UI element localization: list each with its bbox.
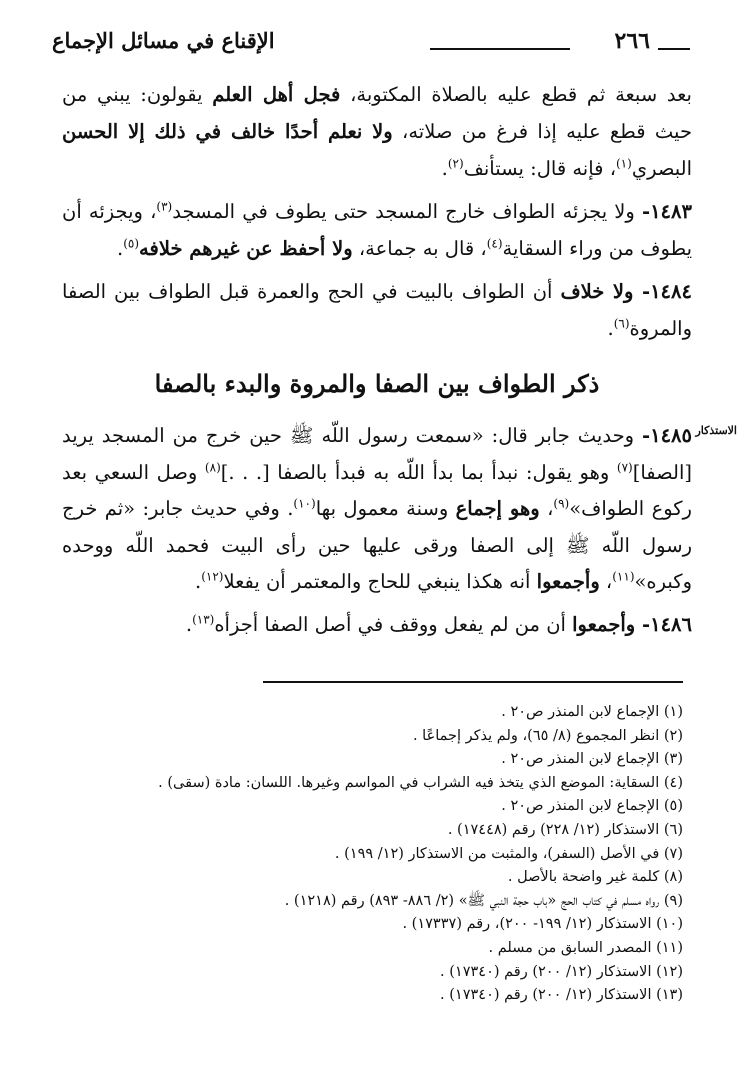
footnote-ref: (١٣) — [192, 612, 215, 626]
footnote: (١٢) الاستذكار (١٢/ ٢٠٠) رقم (١٧٣٤٠) . — [440, 963, 683, 980]
text: ، فإنه قال: يستأنف — [463, 157, 616, 180]
section-heading: ذكر الطواف بين الصفا والمروة والبدء بالصفا — [154, 369, 600, 398]
footnote: (٧) في الأصل (السفر)، والمثبت من الاستذكار (١٢/ ١٩٩) . — [334, 845, 683, 862]
paragraph — [62, 607, 692, 644]
footnote-ref: (٣) — [156, 199, 173, 214]
footnote-ref: (١٢) — [201, 569, 224, 584]
text: بعد سبعة ثم قطع عليه بالصلاة المكتوبة، — [340, 83, 692, 106]
header-rule-middle — [430, 48, 570, 50]
paragraph — [62, 273, 692, 347]
paragraph — [62, 418, 692, 601]
footnote-ref: (٥) — [123, 236, 140, 251]
text: ، — [599, 570, 613, 593]
footnote-ref: (٦) — [613, 316, 630, 331]
text: يقولون: يبني من حيث قطع عليه إذا فرغ من صلاته، — [62, 83, 692, 143]
text: أنه هكذا ينبغي للحاج والمعتمر أن يفعلا — [223, 570, 537, 593]
footnote: (٩) رواه مسلم في كتاب الحج «باب حجة النبي ﷺ» (٢/ ٨٨٦- ٨٩٣) رقم (١٢١٨) . — [284, 892, 683, 909]
footnote: (١١) المصدر السابق من مسلم . — [488, 939, 683, 956]
text: وهو يقول: نبدأ بما بدأ اللّه به فبدأ بالصفا [. . .] — [220, 460, 617, 484]
footnote-ref: (١١) — [612, 569, 635, 584]
running-title: الإقناع في مسائل الإجماع — [52, 28, 275, 53]
bold-text: ولا أحفظ عن غيرهم خلافه — [139, 237, 353, 260]
footnote: (٥) الإجماع لابن المنذر ص٢٠ . — [501, 798, 683, 815]
bold-text: وهو إجماع — [455, 497, 540, 520]
paragraph — [62, 76, 692, 187]
footnote-ref: (٨) — [204, 460, 221, 474]
text: . — [194, 570, 202, 593]
footnote-divider — [263, 681, 683, 683]
bold-text: وأجمعوا — [536, 570, 600, 593]
text: ، ويجزئه أن يطوف من وراء السقاية — [62, 200, 692, 260]
bold-text: ولا نعلم أحدًا خالف في ذلك إلا الحسن — [62, 120, 393, 143]
text: . وفي حديث جابر: «ثم خرج رسول اللّه ﷺ إلى الصفا ورقى عليها حين رأى البيت فحمد اللّه ووحده وكبره» — [62, 497, 692, 593]
footnote: (١٠) الاستذكار (١٢/ ١٩٩- ٢٠٠)، رقم (١٧٣٣٧) . — [402, 916, 683, 933]
paragraph — [62, 193, 692, 267]
page-header — [52, 28, 690, 62]
text: . — [185, 612, 193, 636]
page-number: ٢٦٦ — [614, 28, 650, 54]
text: أن الطواف بالبيت في الحج والعمرة قبل الطواف بين الصفا والمروة — [62, 280, 692, 340]
bold-text: ولا خلاف — [560, 280, 642, 303]
header-rule-right — [658, 48, 690, 50]
bold-text: وأجمعوا — [572, 612, 642, 636]
footnote: (١٣) الاستذكار (١٢/ ٢٠٠) رقم (١٧٣٤٠) . — [440, 987, 683, 1004]
footnotes-list — [53, 701, 683, 1008]
body-text-section — [62, 418, 692, 649]
text: ولا يجزئه الطواف خارج المسجد حتى يطوف في المسجد — [172, 200, 642, 223]
bold-text: فجل أهل العلم — [212, 83, 341, 106]
footnote: (٨) كلمة غير واضحة بالأصل . — [507, 869, 683, 886]
text: . — [117, 237, 124, 260]
footnote-ref: (٢) — [447, 156, 464, 171]
text: وسنة معمول بها — [315, 497, 456, 520]
footnote: (٤) السقاية: الموضع الذي يتخذ فيه الشراب في المواسم وغيرها. اللسان: مادة (سقى) . — [158, 774, 683, 791]
text: ، قال به جماعة، — [352, 237, 487, 260]
footnote-ref: (٧) — [616, 460, 633, 474]
footnote: (٢) انظر المجموع (٨/ ٦٥)، ولم يذكر إجماعًا . — [412, 727, 683, 744]
footnote-ref: (٤) — [486, 236, 503, 251]
margin-note: الاستذكار — [695, 424, 737, 437]
issue-number: ١٤٨٣- — [641, 200, 692, 223]
footnote-ref: (٩) — [553, 496, 570, 511]
text: وحديث جابر قال: «سمعت رسول اللّه ﷺ حين خرج من المسجد يريد [الصفا] — [62, 424, 693, 484]
text: . — [441, 157, 448, 180]
text: البصري — [631, 157, 692, 180]
text: وصل السعي بعد ركوع الطواف» — [62, 460, 692, 520]
text: . — [607, 317, 614, 340]
issue-number: ١٤٨٥- — [642, 424, 692, 447]
issue-number: ١٤٨٦- — [642, 612, 692, 636]
issue-number: ١٤٨٤- — [641, 280, 692, 303]
footnote: (٣) الإجماع لابن المنذر ص٢٠ . — [501, 751, 683, 768]
text: أن من لم يفعل ووقف في أصل الصفا أجزأه — [214, 612, 573, 636]
text: ، — [539, 497, 554, 520]
footnote: (٦) الاستذكار (١٢/ ٢٢٨) رقم (١٧٤٤٨) . — [447, 821, 683, 838]
footnote-ref: (١٠) — [293, 496, 316, 511]
body-text — [62, 76, 692, 353]
footnote-ref: (١) — [615, 156, 632, 171]
footnote: (١) الإجماع لابن المنذر ص٢٠ . — [501, 704, 683, 720]
